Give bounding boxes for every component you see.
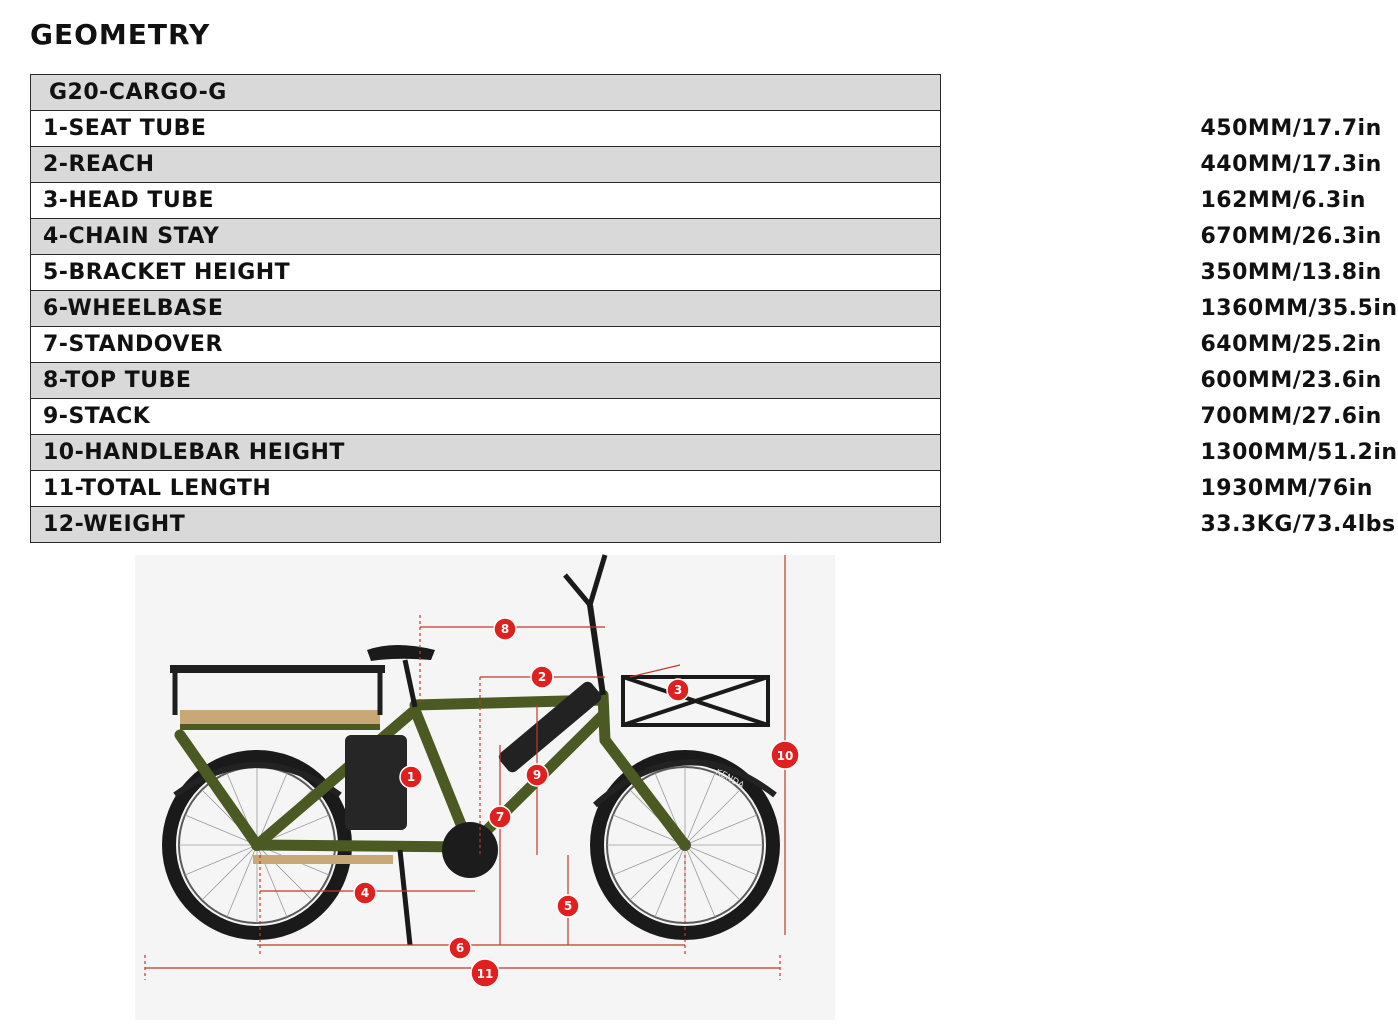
page-title: GEOMETRY [30, 18, 211, 51]
spec-label: 6-WHEELBASE [31, 291, 486, 327]
spec-value: 350MM/13.8in [486, 255, 941, 291]
bike-illustration [135, 555, 835, 1020]
table-row [31, 219, 941, 255]
saddle [367, 645, 435, 661]
marker-11-label: 11 [476, 967, 494, 981]
spec-label: 2-REACH [31, 147, 486, 183]
marker-10-label: 10 [776, 749, 794, 763]
marker-4 [354, 882, 376, 904]
marker-7 [489, 806, 511, 828]
table-row [31, 435, 941, 471]
model-name: G20-CARGO-G [31, 75, 941, 111]
marker-8-label: 8 [500, 622, 510, 636]
spec-value: 640MM/25.2in [486, 327, 941, 363]
marker-3 [667, 679, 689, 701]
table-row [31, 363, 941, 399]
marker-2 [531, 666, 553, 688]
marker-9-label: 9 [532, 768, 542, 782]
table-row [31, 471, 941, 507]
table-row [31, 399, 941, 435]
spec-label: 11-TOTAL LENGTH [31, 471, 486, 507]
table-row [31, 147, 941, 183]
spec-label: 5-BRACKET HEIGHT [31, 255, 486, 291]
marker-6 [449, 937, 471, 959]
spec-value: 670MM/26.3in [486, 219, 941, 255]
marker-9 [526, 764, 548, 786]
spec-label: 8-TOP TUBE [31, 363, 486, 399]
front-basket [623, 677, 768, 725]
spec-label: 9-STACK [31, 399, 486, 435]
spec-value: 1360MM/35.5in [486, 291, 941, 327]
rear-battery [345, 735, 407, 830]
table-row [31, 327, 941, 363]
marker-4-label: 4 [360, 886, 370, 900]
marker-3-label: 3 [673, 683, 683, 697]
spec-value: 450MM/17.7in [486, 111, 941, 147]
spec-label: 3-HEAD TUBE [31, 183, 486, 219]
motor [442, 822, 498, 878]
table-header-row [31, 75, 941, 111]
marker-6-label: 6 [455, 941, 465, 955]
marker-5-label: 5 [563, 899, 573, 913]
spec-value: 162MM/6.3in [486, 183, 941, 219]
marker-11 [471, 959, 499, 987]
table-row [31, 507, 941, 543]
spec-value: 440MM/17.3in [486, 147, 941, 183]
marker-8 [494, 618, 516, 640]
table-row [31, 111, 941, 147]
marker-1-label: 1 [406, 770, 416, 784]
spec-value: 1300MM/51.2in [486, 435, 941, 471]
spec-label: 1-SEAT TUBE [31, 111, 486, 147]
spec-value: 700MM/27.6in [486, 399, 941, 435]
marker-10 [771, 741, 799, 769]
bike-geometry-diagram [135, 555, 835, 1020]
geometry-table [30, 74, 1398, 543]
spec-label: 4-CHAIN STAY [31, 219, 486, 255]
marker-7-label: 7 [495, 810, 505, 824]
marker-1 [400, 766, 422, 788]
table-row [31, 291, 941, 327]
table-row [31, 255, 941, 291]
rear-rack [170, 665, 385, 727]
marker-5 [557, 895, 579, 917]
spec-value: 33.3KG/73.4lbs [486, 507, 941, 543]
spec-label: 10-HANDLEBAR HEIGHT [31, 435, 486, 471]
spec-label: 12-WEIGHT [31, 507, 486, 543]
marker-2-label: 2 [537, 670, 547, 684]
table-row [31, 183, 941, 219]
spec-value: 600MM/23.6in [486, 363, 941, 399]
tire-brand-text: KENDA [713, 766, 746, 792]
spec-value: 1930MM/76in [486, 471, 941, 507]
spec-label: 7-STANDOVER [31, 327, 486, 363]
